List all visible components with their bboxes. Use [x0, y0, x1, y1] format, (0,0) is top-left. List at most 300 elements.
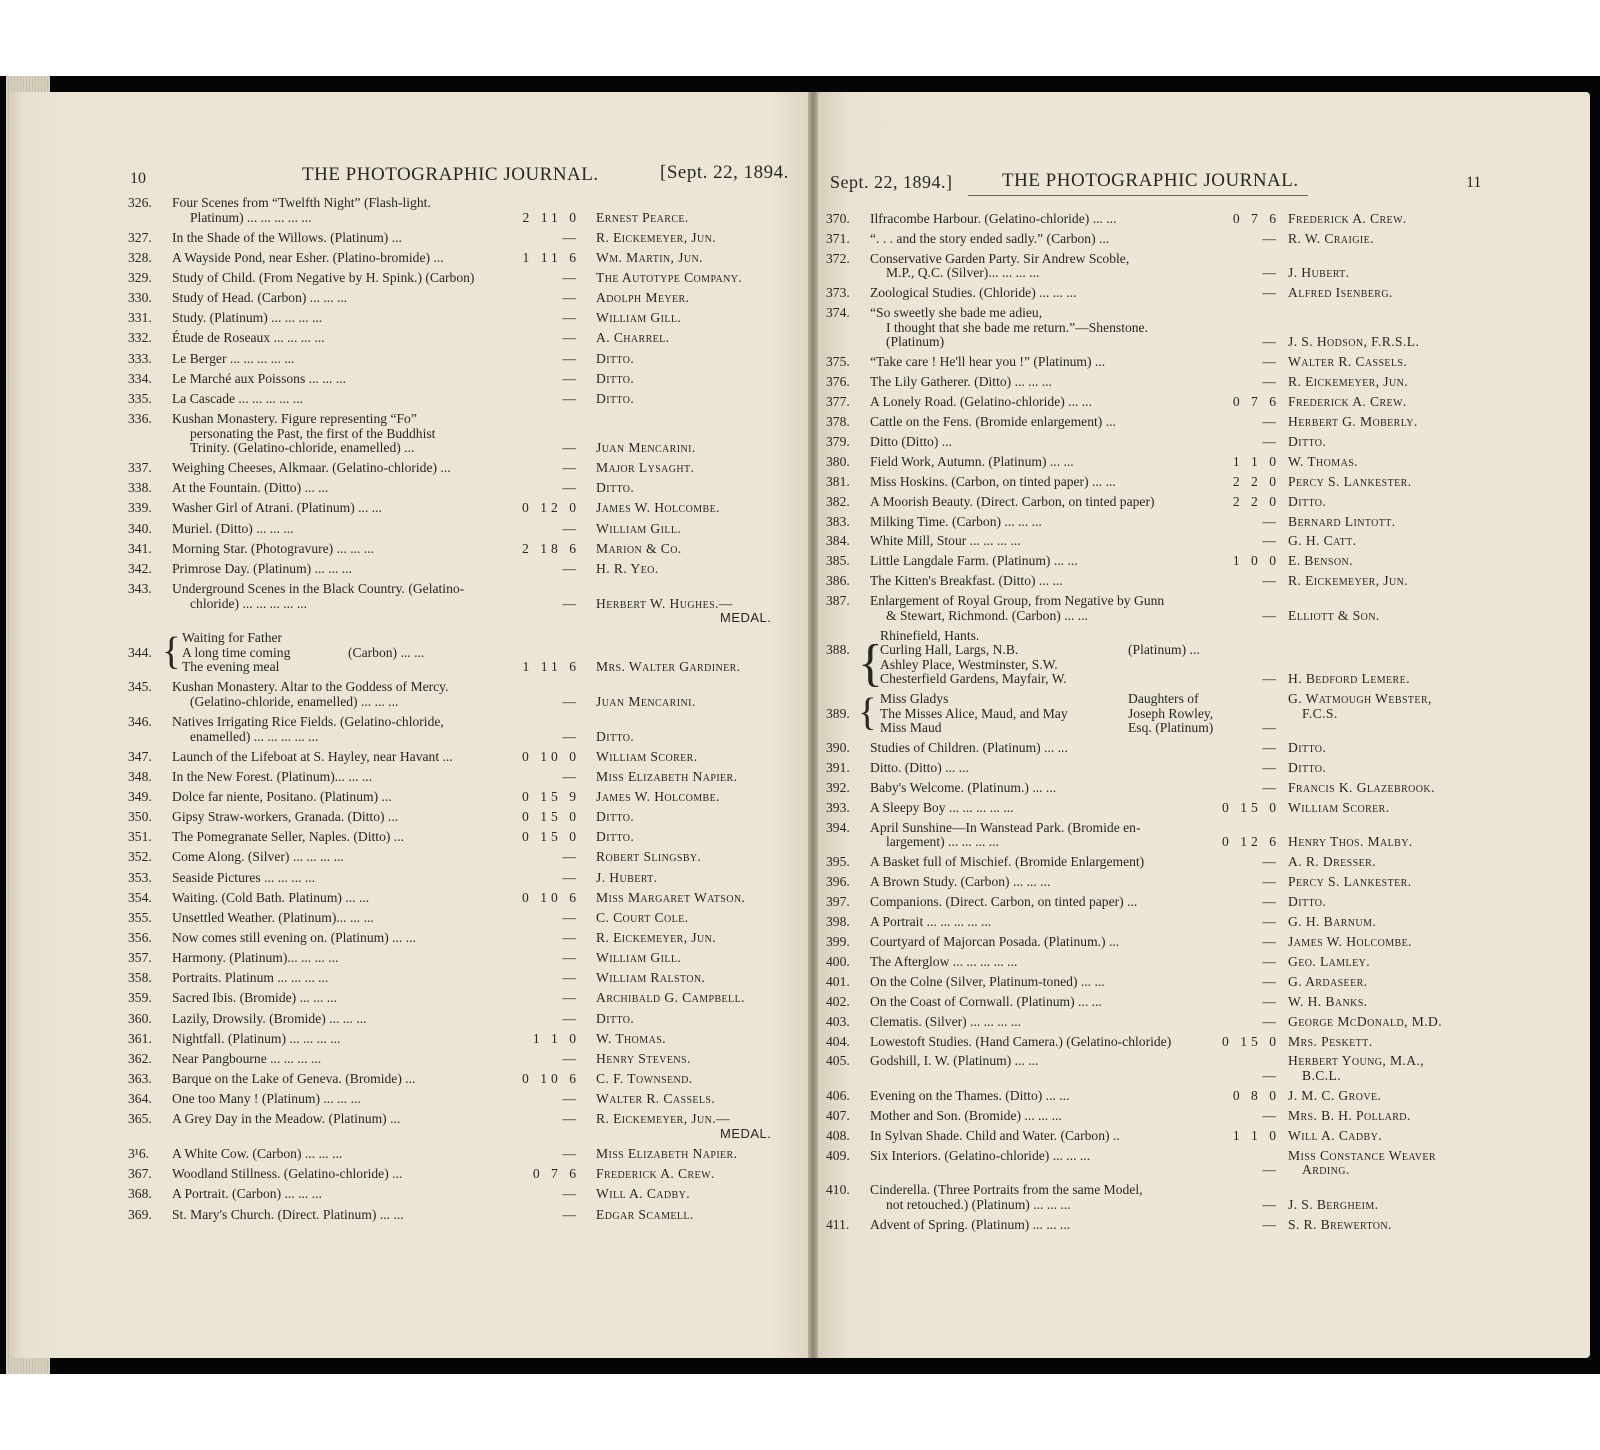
entry-title-line: Natives Irrigating Rice Fields. (Gelatino-chloride,: [172, 714, 444, 730]
entry-title-line: Gipsy Straw-workers, Granada. (Ditto) ...: [172, 809, 399, 825]
entry-title-line: A Sleepy Boy ... ... ... ... ...: [870, 799, 1014, 815]
entry-exhibitor-line: Miss Constance Weaver: [1288, 1147, 1436, 1163]
entry-title-line: “So sweetly she bade me adieu,: [870, 305, 1043, 321]
entry-title: [870, 1109, 1062, 1124]
entry-price: 2 2 0: [1232, 493, 1280, 509]
entry-title-line: At the Fountain. (Ditto) ... ...: [172, 480, 329, 496]
entry-title: [172, 501, 382, 516]
entry-exhibitor: [596, 441, 696, 456]
entry-number: 368.: [128, 1186, 152, 1202]
entry-title-line: Portraits. Platinum ... ... ... ...: [172, 970, 329, 986]
entry-title-line: Come Along. (Silver) ... ... ... ...: [172, 849, 344, 865]
entry-price: —: [1262, 413, 1280, 429]
entry-price: —: [1262, 607, 1280, 623]
entry-title: [172, 311, 322, 326]
entry-exhibitor: [1288, 1054, 1424, 1083]
entry-title: [172, 680, 448, 709]
entry-exhibitor-line: Juan Mencarini.: [596, 440, 696, 455]
entry-title-line: Le Marché aux Poissons ... ... ...: [172, 370, 347, 386]
entry-number: 405.: [826, 1053, 850, 1069]
entry-title: [870, 955, 1017, 970]
entry-price: —: [562, 1206, 580, 1222]
entry-title-line: I thought that she bade me return.”—Shenstone.: [886, 319, 1148, 335]
entry-number: 399.: [826, 933, 850, 949]
entry-title-line: Chesterfield Gardens, Mayfair, W.: [880, 671, 1067, 687]
entry-exhibitor-line: G. H. Catt.: [1288, 533, 1357, 549]
entry-price: —: [562, 460, 580, 476]
entry-title: [172, 1032, 340, 1047]
entry-price: —: [562, 595, 580, 611]
entry-title-line: White Mill, Stour ... ... ... ...: [870, 533, 1021, 549]
entry-exhibitor-line: Ditto.: [596, 480, 635, 496]
entry-title: [880, 629, 1067, 687]
entry-title-line: In Sylvan Shade. Child and Water. (Carbon) ..: [870, 1127, 1120, 1143]
entry-price: —: [562, 970, 580, 986]
entry-exhibitor: [1288, 975, 1367, 990]
entry-number: 345.: [128, 679, 152, 695]
entry-number: 382.: [826, 493, 850, 509]
entry-exhibitor-line: Will A. Cadby.: [1288, 1127, 1383, 1143]
entry-title: [172, 871, 315, 886]
entry-number: 331.: [128, 310, 152, 326]
left-running-title: THE PHOTOGRAPHIC JOURNAL.: [302, 164, 599, 185]
right-page: [818, 92, 1590, 1358]
entry-title-line: Mother and Son. (Bromide) ... ... ...: [870, 1107, 1062, 1123]
entry-number: 395.: [826, 854, 850, 870]
entry-number: 361.: [128, 1030, 152, 1046]
entry-title-line: A Brown Study. (Carbon) ... ... ...: [870, 874, 1051, 890]
entry-title: [172, 810, 398, 825]
entry-price: —: [562, 950, 580, 966]
entry-price: —: [562, 330, 580, 346]
entry-title-line: The Lily Gatherer. (Ditto) ... ... ...: [870, 374, 1052, 390]
entry-exhibitor-line: Will A. Cadby.: [596, 1186, 691, 1202]
entry-title: [172, 392, 303, 407]
entry-exhibitor: [596, 372, 634, 387]
entry-title: [870, 574, 1063, 589]
entry-price: —: [562, 1050, 580, 1066]
entry-exhibitor-line: Miss Elizabeth Napier.: [596, 1146, 738, 1162]
entry-exhibitor: [1288, 801, 1390, 816]
entry-exhibitor: [596, 891, 745, 906]
entry-note-line: Joseph Rowley,: [1128, 705, 1214, 721]
left-date: [Sept. 22, 1894.: [660, 162, 789, 183]
entry-exhibitor-line: Mrs. Walter Gardiner.: [596, 659, 741, 675]
entry-exhibitor-line: Bernard Lintott.: [1288, 513, 1396, 529]
entry-price: —: [562, 1010, 580, 1026]
entry-title: [870, 995, 1102, 1010]
entry-price: 0 10 6: [522, 889, 580, 905]
entry-exhibitor: [1288, 609, 1380, 624]
entry-exhibitor-line: Francis K. Glazebrook.: [1288, 779, 1435, 795]
entry-exhibitor: [1288, 835, 1413, 850]
entry-exhibitor-line: William Gill.: [596, 520, 682, 536]
entry-exhibitor: [1288, 781, 1435, 796]
entry-title-line: Rhinefield, Hants.: [880, 627, 980, 643]
entry-price: 1 1 0: [1232, 453, 1280, 469]
entry-number: 378.: [826, 413, 850, 429]
entry-title-line: April Sunshine—In Wanstead Park. (Bromide en-: [870, 819, 1141, 835]
entry-exhibitor-line: Geo. Lamley.: [1288, 953, 1370, 969]
medal-award: MEDAL.: [720, 1125, 772, 1141]
entry-exhibitor: [1288, 435, 1326, 450]
entry-price: 2 2 0: [1232, 473, 1280, 489]
entry-price: 1 1 0: [1232, 1127, 1280, 1143]
entry-exhibitor: [596, 730, 634, 745]
left-brace: {: [858, 634, 883, 692]
entry-price: —: [562, 370, 580, 386]
entry-title-line: Launch of the Lifeboat at S. Hayley, near Havant ...: [172, 748, 453, 764]
entry-number: 330.: [128, 290, 152, 306]
entry-number: 354.: [128, 889, 152, 905]
entry-exhibitor-line: Ditto.: [596, 829, 635, 845]
entry-exhibitor: [1288, 875, 1412, 890]
entry-title: [870, 935, 1119, 950]
entry-title-line: On the Coast of Cornwall. (Platinum) ... ...: [870, 993, 1102, 1009]
entry-exhibitor: [596, 501, 720, 516]
left-page-number: 10: [130, 170, 146, 187]
entry-exhibitor-line: William Gill.: [596, 950, 682, 966]
entry-price: 0 12 6: [1222, 834, 1280, 850]
entry-title-line: chloride) ... ... ... ... ...: [190, 595, 308, 611]
entry-price: —: [562, 1111, 580, 1127]
entry-exhibitor-line: William Scorer.: [596, 748, 698, 764]
entry-title: [172, 542, 374, 557]
entry-title: [172, 331, 325, 346]
entry-title: [870, 895, 1137, 910]
entry-exhibitor: [596, 597, 733, 612]
entry-price: 1 1 0: [532, 1030, 580, 1046]
entry-title: [172, 971, 328, 986]
entry-exhibitor: [1288, 995, 1368, 1010]
entry-exhibitor-line: R. Eickemeyer, Jun.: [1288, 374, 1409, 390]
entry-exhibitor: [596, 271, 742, 286]
entry-title-line: (Platinum): [886, 334, 945, 350]
entry-exhibitor: [596, 392, 634, 407]
entry-exhibitor: [1288, 212, 1407, 227]
entry-title-line: Six Interiors. (Gelatino-chloride) ... ... ...: [870, 1147, 1091, 1163]
entry-exhibitor: [596, 871, 657, 886]
entry-title: [172, 790, 392, 805]
entry-exhibitor: [1288, 554, 1353, 569]
entry-number: 375.: [826, 354, 850, 370]
entry-number: 3¹6.: [128, 1146, 150, 1162]
entry-price: 1 11 6: [522, 249, 580, 265]
entry-exhibitor-line: Wm. Martin, Jun.: [596, 249, 703, 265]
entry-exhibitor-line: W. Thomas.: [596, 1030, 666, 1046]
entry-price: 0 15 0: [1222, 1033, 1280, 1049]
entry-number: 388.: [826, 642, 850, 658]
entry-price: 0 15 0: [1222, 799, 1280, 815]
entry-price: 0 15 9: [522, 788, 580, 804]
entry-number: 377.: [826, 393, 850, 409]
entry-price: —: [562, 390, 580, 406]
entry-number: 356.: [128, 930, 152, 946]
entry-note: [348, 646, 424, 661]
entry-price: —: [1262, 334, 1280, 350]
entry-number: 365.: [128, 1111, 152, 1127]
entry-title-line: The Pomegranate Seller, Naples. (Ditto) ...: [172, 829, 404, 845]
entry-price: 2 11 0: [522, 209, 580, 225]
entry-note-line: Daughters of: [1128, 691, 1199, 707]
entry-title: [870, 455, 1074, 470]
entry-exhibitor: [1288, 355, 1407, 370]
entry-number: 328.: [128, 249, 152, 265]
entry-number: 344.: [128, 644, 152, 660]
entry-exhibitor: [1288, 1089, 1381, 1104]
entry-exhibitor-line: J. Hubert.: [596, 869, 658, 885]
entry-exhibitor-line: Herbert W. Hughes.—: [596, 595, 733, 611]
entry-title: [172, 715, 444, 744]
entry-exhibitor-line: Ditto.: [1288, 433, 1327, 449]
entry-price: —: [562, 310, 580, 326]
entry-title: [880, 692, 1068, 736]
entry-price: 0 15 0: [522, 829, 580, 845]
entry-title-line: A Portrait. (Carbon) ... ... ...: [172, 1186, 322, 1202]
entry-title: [172, 1012, 367, 1027]
entry-title-line: Zoological Studies. (Chloride) ... ... ...: [870, 285, 1077, 301]
entry-exhibitor-line: Juan Mencarini.: [596, 693, 696, 709]
entry-title-line: Ditto. (Ditto) ... ...: [870, 759, 969, 775]
entry-exhibitor-line: The Autotype Company.: [596, 269, 743, 285]
entry-exhibitor-line: R. Eickemeyer, Jun.: [596, 930, 717, 946]
entry-number: 351.: [128, 829, 152, 845]
entry-title: [172, 562, 352, 577]
entry-price: 0 15 0: [522, 809, 580, 825]
entry-exhibitor-line: William Scorer.: [1288, 799, 1390, 815]
entry-number: 339.: [128, 500, 152, 516]
entry-number: 381.: [826, 473, 850, 489]
entry-exhibitor: [1288, 266, 1349, 281]
entry-number: 380.: [826, 453, 850, 469]
entry-title-line: & Stewart, Richmond. (Carbon) ... ...: [886, 607, 1088, 623]
entry-number: 392.: [826, 779, 850, 795]
entry-title: [172, 991, 337, 1006]
entry-title-line: Kushan Monastery. Figure representing “Fo”: [172, 411, 417, 426]
entry-price: —: [1262, 953, 1280, 969]
entry-title-line: Platinum) ... ... ... ... ...: [190, 209, 312, 225]
entry-title: [870, 232, 1109, 247]
entry-title-line: Lazily, Drowsily. (Bromide) ... ... ...: [172, 1010, 367, 1026]
entry-exhibitor-line: Herbert Young, M.A.,: [1288, 1053, 1425, 1069]
entry-number: 347.: [128, 748, 152, 764]
entry-exhibitor-line: Ditto.: [1288, 894, 1327, 910]
medal-award: MEDAL.: [720, 610, 772, 626]
entry-title: [172, 1112, 400, 1127]
entry-number: 400.: [826, 953, 850, 969]
entry-title-line: Underground Scenes in the Black Country. (Gelatino-: [172, 581, 465, 597]
entry-exhibitor: [1288, 955, 1370, 970]
entry-number: 335.: [128, 390, 152, 406]
entry-title: [870, 395, 1092, 410]
entry-number: 407.: [826, 1107, 850, 1123]
entry-price: —: [1262, 1216, 1280, 1232]
entry-exhibitor-line: H. R. Yeo.: [596, 560, 659, 576]
entry-title: [172, 582, 464, 611]
entry-number: 352.: [128, 849, 152, 865]
entry-title-line: Milking Time. (Carbon) ... ... ...: [870, 513, 1042, 529]
entry-exhibitor-line: W. H. Banks.: [1288, 993, 1368, 1009]
entry-number: 411.: [826, 1216, 850, 1232]
entry-number: 340.: [128, 520, 152, 536]
entry-exhibitor-line: Ditto.: [596, 809, 635, 825]
entry-exhibitor-line: Ernest Pearce.: [596, 209, 689, 225]
entry-exhibitor: [1288, 1035, 1373, 1050]
entry-title: [182, 631, 290, 675]
entry-price: —: [1262, 354, 1280, 370]
entry-note-line: (Carbon) ... ...: [348, 644, 425, 660]
entry-price: —: [1262, 573, 1280, 589]
entry-exhibitor-line: Ditto.: [596, 728, 635, 744]
entry-price: 0 7 6: [532, 1166, 580, 1182]
entry-number: 349.: [128, 788, 152, 804]
entry-exhibitor-line: A. Charrel.: [596, 330, 670, 346]
entry-title: [870, 355, 1105, 370]
entry-title-line: Nightfall. (Platinum) ... ... ... ...: [172, 1030, 341, 1046]
entry-price: —: [562, 520, 580, 536]
entry-title-line: A Lonely Road. (Gelatino-chloride) ... ...: [870, 393, 1092, 409]
entry-number: 372.: [826, 250, 850, 266]
entry-number: 332.: [128, 330, 152, 346]
entry-title-line: A Moorish Beauty. (Direct. Carbon, on tinted paper): [870, 493, 1155, 509]
entry-exhibitor-line: A. R. Dresser.: [1288, 854, 1376, 870]
entry-title: [870, 212, 1116, 227]
entry-title: [870, 415, 1116, 430]
entry-exhibitor: [596, 911, 688, 926]
entry-title: [172, 196, 431, 225]
entry-exhibitor: [1288, 475, 1412, 490]
entry-number: 327.: [128, 229, 152, 245]
entry-exhibitor: [596, 291, 689, 306]
entry-title: [172, 1092, 361, 1107]
entry-exhibitor-line: Frederick A. Crew.: [596, 1166, 715, 1182]
entry-title: [870, 781, 1056, 796]
entry-title-line: A Wayside Pond, near Esher. (Platino-bromide) ...: [172, 249, 444, 265]
entry-title-line: In the Shade of the Willows. (Platinum) ...: [172, 229, 402, 245]
entry-title-line: One too Many ! (Platinum) ... ... ...: [172, 1091, 361, 1107]
entry-number: 374.: [826, 305, 850, 321]
entry-exhibitor-line: C. Court Cole.: [596, 909, 689, 925]
entry-title: [172, 271, 474, 286]
entry-price: —: [562, 229, 580, 245]
entry-title-line: A long time coming: [182, 644, 291, 660]
entry-title-line: A Grey Day in the Meadow. (Platinum) ...: [172, 1111, 401, 1127]
entry-price: —: [1262, 720, 1280, 736]
entry-title-line: Evening on the Thames. (Ditto) ... ...: [870, 1087, 1070, 1103]
entry-price: —: [562, 869, 580, 885]
entry-exhibitor-line: F.C.S.: [1302, 705, 1338, 721]
entry-exhibitor: [596, 481, 634, 496]
entry-title-line: Cattle on the Fens. (Bromide enlargement) ...: [870, 413, 1116, 429]
entry-exhibitor: [596, 790, 720, 805]
entry-exhibitor: [596, 971, 705, 986]
entry-number: 355.: [128, 909, 152, 925]
entry-exhibitor: [596, 1167, 715, 1182]
entry-exhibitor: [1288, 915, 1376, 930]
entry-title-line: Cinderella. (Three Portraits from the same Model,: [870, 1182, 1143, 1198]
entry-title-line: Now comes still evening on. (Platinum) ... ...: [172, 930, 416, 946]
entry-title-line: Studies of Children. (Platinum) ... ...: [870, 740, 1068, 756]
entry-price: —: [1262, 759, 1280, 775]
entry-title: [172, 891, 369, 906]
entry-title: [870, 1089, 1069, 1104]
entry-exhibitor-line: Henry Thos. Malby.: [1288, 834, 1413, 850]
entry-number: 362.: [128, 1050, 152, 1066]
entry-exhibitor: [1288, 895, 1326, 910]
entry-exhibitor-line: Miss Margaret Watson.: [596, 889, 746, 905]
entry-title: [172, 412, 435, 456]
entry-number: 359.: [128, 990, 152, 1006]
entry-note-line: Esq. (Platinum): [1128, 720, 1214, 736]
entry-number: 363.: [128, 1071, 152, 1087]
entry-title-line: Miss Gladys: [880, 691, 949, 707]
entry-number: 384.: [826, 533, 850, 549]
entry-title: [870, 1218, 1070, 1233]
entry-exhibitor: [596, 931, 716, 946]
entry-exhibitor-line: Adolph Meyer.: [596, 290, 690, 306]
entry-exhibitor-line: Frederick A. Crew.: [1288, 393, 1407, 409]
entry-title-line: Miss Hoskins. (Carbon, on tinted paper) ... ...: [870, 473, 1116, 489]
entry-title-line: Clematis. (Silver) ... ... ... ...: [870, 1013, 1022, 1029]
entry-title-line: Curling Hall, Largs, N.B.: [880, 642, 1019, 658]
entry-title: [870, 801, 1014, 816]
entry-price: —: [1262, 230, 1280, 246]
entry-title: [870, 875, 1050, 890]
entry-title: [870, 975, 1105, 990]
entry-exhibitor-line: J. S. Bergheim.: [1288, 1196, 1379, 1212]
entry-title: [172, 481, 328, 496]
entry-title-line: Advent of Spring. (Platinum) ... ... ...: [870, 1216, 1071, 1232]
entry-title-line: Washer Girl of Atrani. (Platinum) ... ...: [172, 500, 382, 516]
entry-price: —: [1262, 513, 1280, 529]
entry-price: —: [1262, 993, 1280, 1009]
entry-price: 1 0 0: [1232, 553, 1280, 569]
entry-number: 390.: [826, 740, 850, 756]
entry-exhibitor-line: Elliott & Son.: [1288, 607, 1380, 623]
entry-title-line: Field Work, Autumn. (Platinum) ... ...: [870, 453, 1074, 469]
entry-title: [870, 515, 1042, 530]
entry-exhibitor: [596, 1052, 691, 1067]
entry-exhibitor-line: Edgar Scamell.: [596, 1206, 694, 1222]
entry-title: [870, 821, 1140, 850]
entry-title: [172, 1147, 342, 1162]
entry-price: —: [562, 560, 580, 576]
entry-exhibitor: [1288, 515, 1396, 530]
entry-number: 379.: [826, 433, 850, 449]
entry-exhibitor: [596, 542, 682, 557]
entry-exhibitor: [1288, 455, 1358, 470]
entry-number: 393.: [826, 799, 850, 815]
entry-exhibitor-line: E. Benson.: [1288, 553, 1353, 569]
entry-number: 341.: [128, 540, 152, 556]
entry-title: [172, 770, 372, 785]
entry-price: —: [562, 1146, 580, 1162]
entry-exhibitor: [1288, 692, 1432, 721]
entry-title: [870, 1129, 1120, 1144]
entry-exhibitor: [596, 562, 659, 577]
entry-title: [870, 1054, 1038, 1069]
left-brace: {: [162, 629, 181, 673]
entry-exhibitor: [1288, 1218, 1392, 1233]
entry-exhibitor-line: Miss Elizabeth Napier.: [596, 768, 738, 784]
entry-title-line: The evening meal: [182, 659, 280, 675]
entry-title-line: On the Colne (Silver, Platinum-toned) ... ...: [870, 973, 1105, 989]
entry-title-line: A Portrait ... ... ... ... ...: [870, 913, 992, 929]
entry-number: 343.: [128, 581, 152, 597]
entry-title: [870, 495, 1155, 510]
entry-title-line: Conservative Garden Party. Sir Andrew Scoble,: [870, 250, 1130, 266]
entry-title-line: Study of Child. (From Negative by H. Spink.) (Carbon): [172, 269, 475, 285]
